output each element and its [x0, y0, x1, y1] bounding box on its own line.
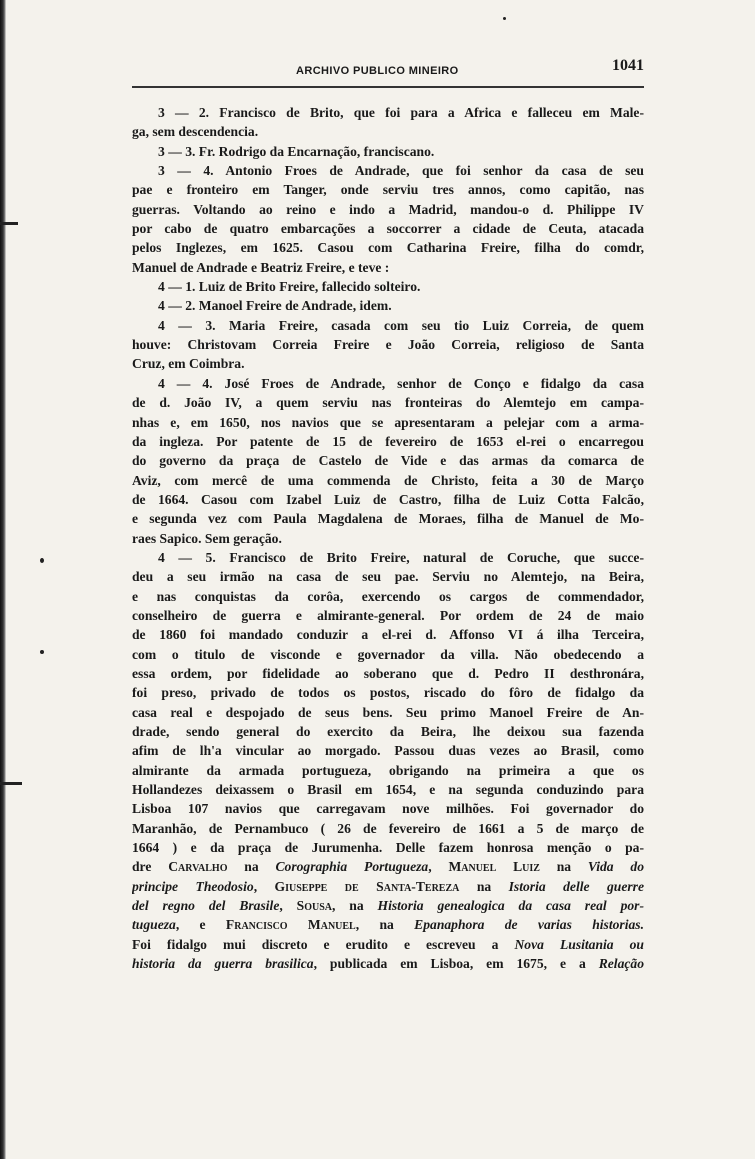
text-line — [132, 935, 644, 954]
text-run: 4 — 4. José Froes de Andrade, senhor de Conço e fidalgo da casa — [158, 375, 644, 391]
text-run: 4 — 5. Francisco de Brito Freire, natural de Coruche, que succe- — [158, 549, 644, 565]
text-run: pelos Inglezes, em 1625. Casou com Catharina Freire, filha do comdr, — [132, 240, 644, 256]
text-line — [132, 161, 644, 180]
italic-title: tugueza — [132, 917, 176, 933]
text-run: na — [227, 859, 276, 875]
text-line — [132, 296, 644, 315]
text-run: deu a seu irmão na casa de seu pae. Serviu no Alemtejo, na Beira, — [132, 569, 644, 585]
text-run: Manuel de Andrade e Beatriz Freire, e teve : — [132, 259, 390, 275]
italic-title: historia da guerra brasilica — [132, 956, 314, 972]
text-run: pae e fronteiro em Tanger, onde serviu tres annos, como capitão, nas — [132, 182, 644, 198]
text-line — [132, 877, 644, 896]
text-run: , publicada em Lisboa, em 1675, e a — [313, 956, 599, 972]
text-line — [132, 219, 644, 238]
text-line — [132, 799, 644, 818]
text-line — [132, 625, 644, 644]
text-line — [132, 335, 644, 354]
text-run: conselheiro de guerra e almirante-general. Por ordem de 24 de maio — [132, 607, 644, 623]
text-run: afim de lh'a vincular ao morgado. Passou duas vezes ao Brasil, como — [132, 743, 644, 759]
edge-mark — [0, 782, 22, 785]
text-line — [132, 393, 644, 412]
text-line — [132, 838, 644, 857]
text-run: 1664 ) e da praça de Jurumenha. Delle fazem honrosa menção o pa- — [132, 840, 644, 856]
text-run: e nas conquistas da corôa, exercendo os cargos de commendador, — [132, 588, 644, 604]
text-run: casa real e despojado de seus bens. Seu primo Manoel Freire de An- — [132, 704, 644, 720]
text-run: de d. João IV, a quem serviu nas fronteiras do Alemtejo em campa- — [132, 395, 644, 411]
italic-title: Epanaphora de varias historias. — [414, 917, 644, 933]
text-run: , e — [175, 917, 226, 933]
text-run: Hollandezes deixassem o Brasil em 1654, e na segunda conduzindo para — [132, 782, 644, 798]
text-run: Aviz, com mercê de uma commenda de Christo, feita a 30 de Março — [132, 472, 644, 488]
text-line — [132, 354, 644, 373]
text-line — [132, 238, 644, 257]
body-text — [132, 103, 644, 973]
text-line — [132, 142, 644, 161]
text-run: na — [539, 859, 588, 875]
author-name: Sousa — [296, 898, 332, 914]
text-line — [132, 703, 644, 722]
text-run: , — [428, 859, 449, 875]
text-line — [132, 258, 644, 277]
text-line — [132, 122, 644, 141]
text-line — [132, 567, 644, 586]
author-name: Carvalho — [168, 859, 228, 875]
ink-speck — [40, 650, 44, 654]
text-line — [132, 490, 644, 509]
author-name: Manuel Luiz — [448, 859, 540, 875]
text-run: foi preso, privado de todos os postos, riscado do fôro de fidalgo da — [132, 685, 644, 701]
text-run: dre — [132, 859, 169, 875]
text-run: raes Sapico. Sem geração. — [132, 530, 282, 546]
text-run: nhas e, em 1650, nos navios que se apresentaram a pelejar com a arma- — [132, 414, 644, 430]
text-run: 3 — 3. Fr. Rodrigo da Encarnação, franciscano. — [158, 143, 435, 159]
page-number: 1041 — [612, 57, 644, 74]
running-title: ARCHIVO PUBLICO MINEIRO — [296, 65, 459, 77]
text-line — [132, 103, 644, 122]
text-line — [132, 896, 644, 915]
text-run: e segunda vez com Paula Magdalena de Moraes, filha de Manuel de Mo- — [132, 511, 644, 527]
text-run: 4 — 2. Manoel Freire de Andrade, idem. — [158, 298, 392, 314]
text-line — [132, 645, 644, 664]
text-line — [132, 606, 644, 625]
text-run: ga, sem descendencia. — [132, 124, 259, 140]
text-line — [132, 432, 644, 451]
text-run: drade, sendo general do exercito da Beira, lhe deixou sua fazenda — [132, 724, 644, 739]
ink-speck — [40, 558, 44, 563]
text-line — [132, 413, 644, 432]
text-line — [132, 316, 644, 335]
italic-title: Nova Lusitania ou — [514, 936, 644, 952]
text-run: Maranhão, de Pernambuco ( 26 de fevereiro de 1661 a 5 de março de — [132, 820, 644, 836]
italic-title: Istoria delle guerre — [508, 878, 644, 894]
author-name: Giuseppe de Santa-Tereza — [274, 878, 460, 894]
text-line — [132, 761, 644, 780]
italic-title: del regno del Brasile — [132, 898, 280, 914]
text-run: almirante da armada portugueza, obrigando na primeira a que os — [132, 762, 644, 778]
text-line — [132, 722, 644, 741]
author-name: Francisco Manuel — [225, 917, 356, 933]
text-run: de 1860 foi mandado conduzir a el-rei d. Affonso VI á ilha Terceira, — [132, 627, 644, 643]
text-run: na — [459, 878, 509, 894]
text-line — [132, 954, 644, 973]
text-run: , na — [331, 898, 378, 914]
text-line — [132, 180, 644, 199]
text-line — [132, 857, 644, 876]
text-line — [132, 374, 644, 393]
edge-mark — [0, 222, 18, 225]
text-line — [132, 529, 644, 548]
text-run: houve: Christovam Correia Freire e João Correia, religioso de Santa — [132, 337, 644, 353]
text-run: Foi fidalgo mui discreto e erudito e escreveu a — [132, 936, 515, 952]
text-line — [132, 509, 644, 528]
text-run: 4 — 3. Maria Freire, casada com seu tio Luiz Correia, de quem — [158, 317, 644, 333]
text-run: 4 — 1. Luiz de Brito Freire, fallecido solteiro. — [158, 279, 421, 295]
italic-title: Vida do — [587, 859, 644, 875]
italic-title: Historia genealogica da casa real por- — [377, 898, 644, 914]
text-line — [132, 915, 644, 934]
text-run: , — [279, 898, 297, 914]
text-line — [132, 741, 644, 760]
text-line — [132, 587, 644, 606]
header-rule — [132, 86, 644, 88]
text-line — [132, 683, 644, 702]
text-run: , na — [355, 917, 415, 933]
page-header — [132, 57, 644, 83]
text-line — [132, 664, 644, 683]
text-line — [132, 548, 644, 567]
text-run: essa ordem, por fidelidade ao soberano que d. Pedro II desthronára, — [132, 665, 644, 681]
text-run: 3 — 4. Antonio Froes de Andrade, que foi senhor da casa de seu — [158, 163, 644, 179]
text-run: Lisboa 107 navios que carregavam nove milhões. Foi governador do — [132, 801, 644, 817]
text-run: com o titulo de visconde e governador da villa. Não obedecendo a — [132, 646, 644, 662]
text-line — [132, 780, 644, 799]
ink-speck — [503, 17, 506, 20]
text-run: , — [253, 878, 275, 894]
italic-title: principe Theodosio — [132, 878, 254, 894]
italic-title: Corographia Portugueza — [275, 859, 429, 875]
text-run: 3 — 2. Francisco de Brito, que foi para a Africa e falleceu em Male- — [158, 105, 644, 120]
text-run: guerras. Voltando ao reino e indo a Madrid, mandou-o d. Philippe IV — [132, 201, 644, 217]
italic-title: Relação — [598, 956, 644, 972]
text-line — [132, 819, 644, 838]
text-run: Cruz, em Coimbra. — [132, 356, 245, 372]
page-binding-edge — [0, 0, 6, 1159]
text-line — [132, 200, 644, 219]
text-run: de 1664. Casou com Izabel Luiz de Castro, filha de Luiz Cotta Falcão, — [132, 491, 644, 507]
text-run: por cabo de quatro embarcações a soccorrer a cidade de Ceuta, atacada — [132, 221, 644, 237]
text-line — [132, 277, 644, 296]
text-run: do governo da praça de Castelo de Vide e das armas da comarca de — [132, 453, 644, 469]
text-line — [132, 471, 644, 490]
text-run: da ingleza. Por patente de 15 de fevereiro de 1653 el-rei o encarregou — [132, 433, 644, 449]
text-line — [132, 451, 644, 470]
